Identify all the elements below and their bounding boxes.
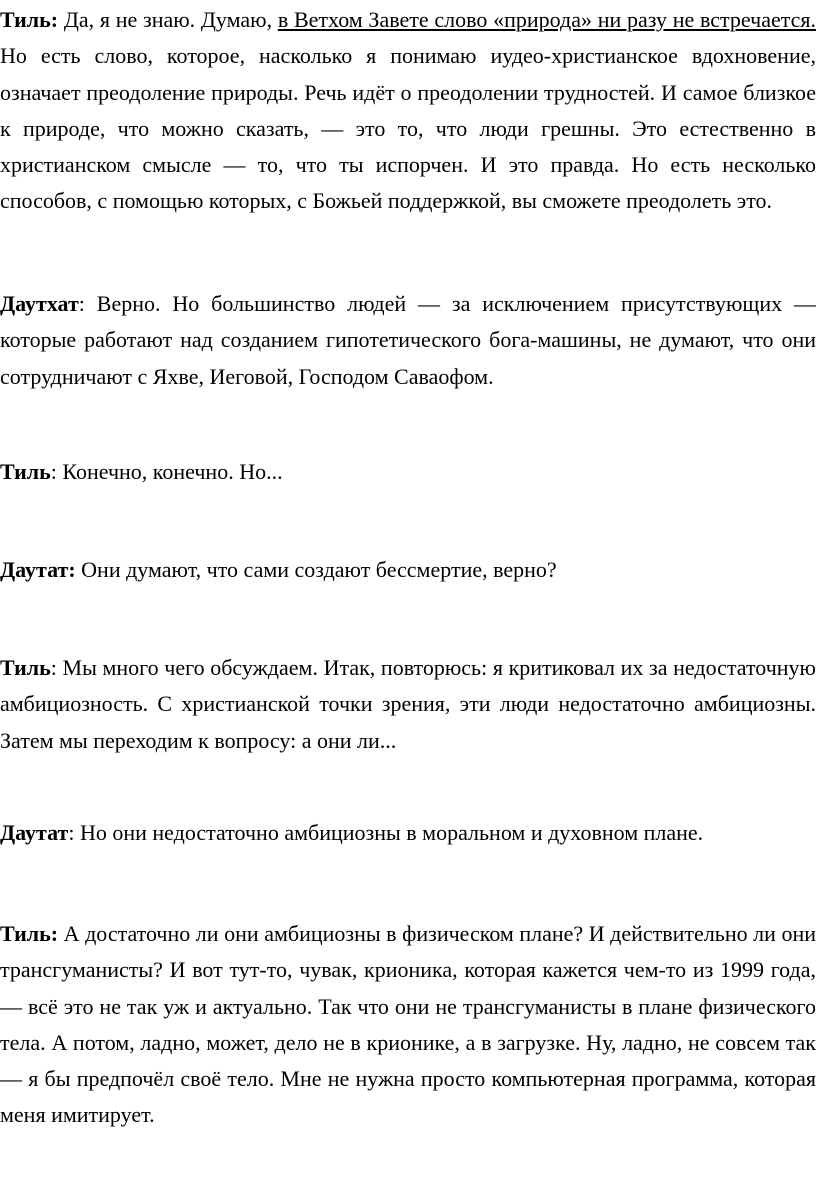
speech-text: : Верно. Но большинство людей — за исключением присутствующих — которые работают над созданием гипотетического бога-машины, не думают, что они сотрудничают с Яхве, Иеговой, Господом Саваофом. — [0, 291, 816, 389]
speech-text: : Мы много чего обсуждаем. Итак, повторюсь: я критиковал их за недостаточную амбициозность. С христианской точки зрения, эти люди недостаточно амбициозны. Затем мы переходим к вопросу: а они ли... — [0, 655, 816, 753]
speaker-name: Тиль: — [0, 921, 59, 946]
speaker-name: Даутат: — [0, 557, 76, 582]
speaker-name: Тиль — [0, 459, 51, 484]
speaker-name: Даутхат — [0, 291, 79, 316]
speech-text: : Конечно, конечно. Но... — [50, 459, 283, 484]
speech-text: Но есть слово, которое, насколько я понимаю иудео-христианское вдохновение, означает преодоление природы. Речь идёт о преодолении трудностей. И самое близкое к природе, что можно сказать, — это то, что люди грешны. Это естественно в христианском смысле — то, что ты испорчен. И это правда. Но есть несколько способов, с помощью которых, с Божьей поддержкой, вы сможете преодолеть это. — [0, 43, 816, 214]
paragraph-4 — [0, 552, 816, 588]
paragraph-3 — [0, 454, 816, 490]
speech-text: Да, я не знаю. Думаю, — [58, 7, 278, 32]
speech-text: А достаточно ли они амбициозны в физическом плане? И действительно ли они трансгуманисты? И вот тут-то, чувак, крионика, которая кажется чем-то из 1999 года, — всё это не так уж и актуально. Так что они не трансгуманисты в плане физического тела. А потом, ладно, может, дело не в крионике, а в загрузке. Ну, ладно, не совсем так — я бы предпочёл своё тело. Мне не нужна просто компьютерная программа, которая меня имитирует. — [0, 921, 816, 1128]
speaker-name: Тиль: — [0, 7, 59, 32]
speech-text: Они думают, что сами создают бессмертие, верно? — [75, 557, 557, 582]
paragraph-6 — [0, 815, 816, 851]
speaker-name: Даутат — [0, 820, 69, 845]
paragraph-2 — [0, 286, 816, 395]
speaker-name: Тиль — [0, 655, 51, 680]
paragraph-1 — [0, 2, 816, 220]
paragraph-7 — [0, 916, 816, 1134]
speech-text: : Но они недостаточно амбициозны в моральном и духовном плане. — [68, 820, 704, 845]
underlined-text: в Ветхом Завете слово «природа» ни разу не встречается. — [277, 7, 816, 32]
paragraph-5 — [0, 650, 816, 759]
